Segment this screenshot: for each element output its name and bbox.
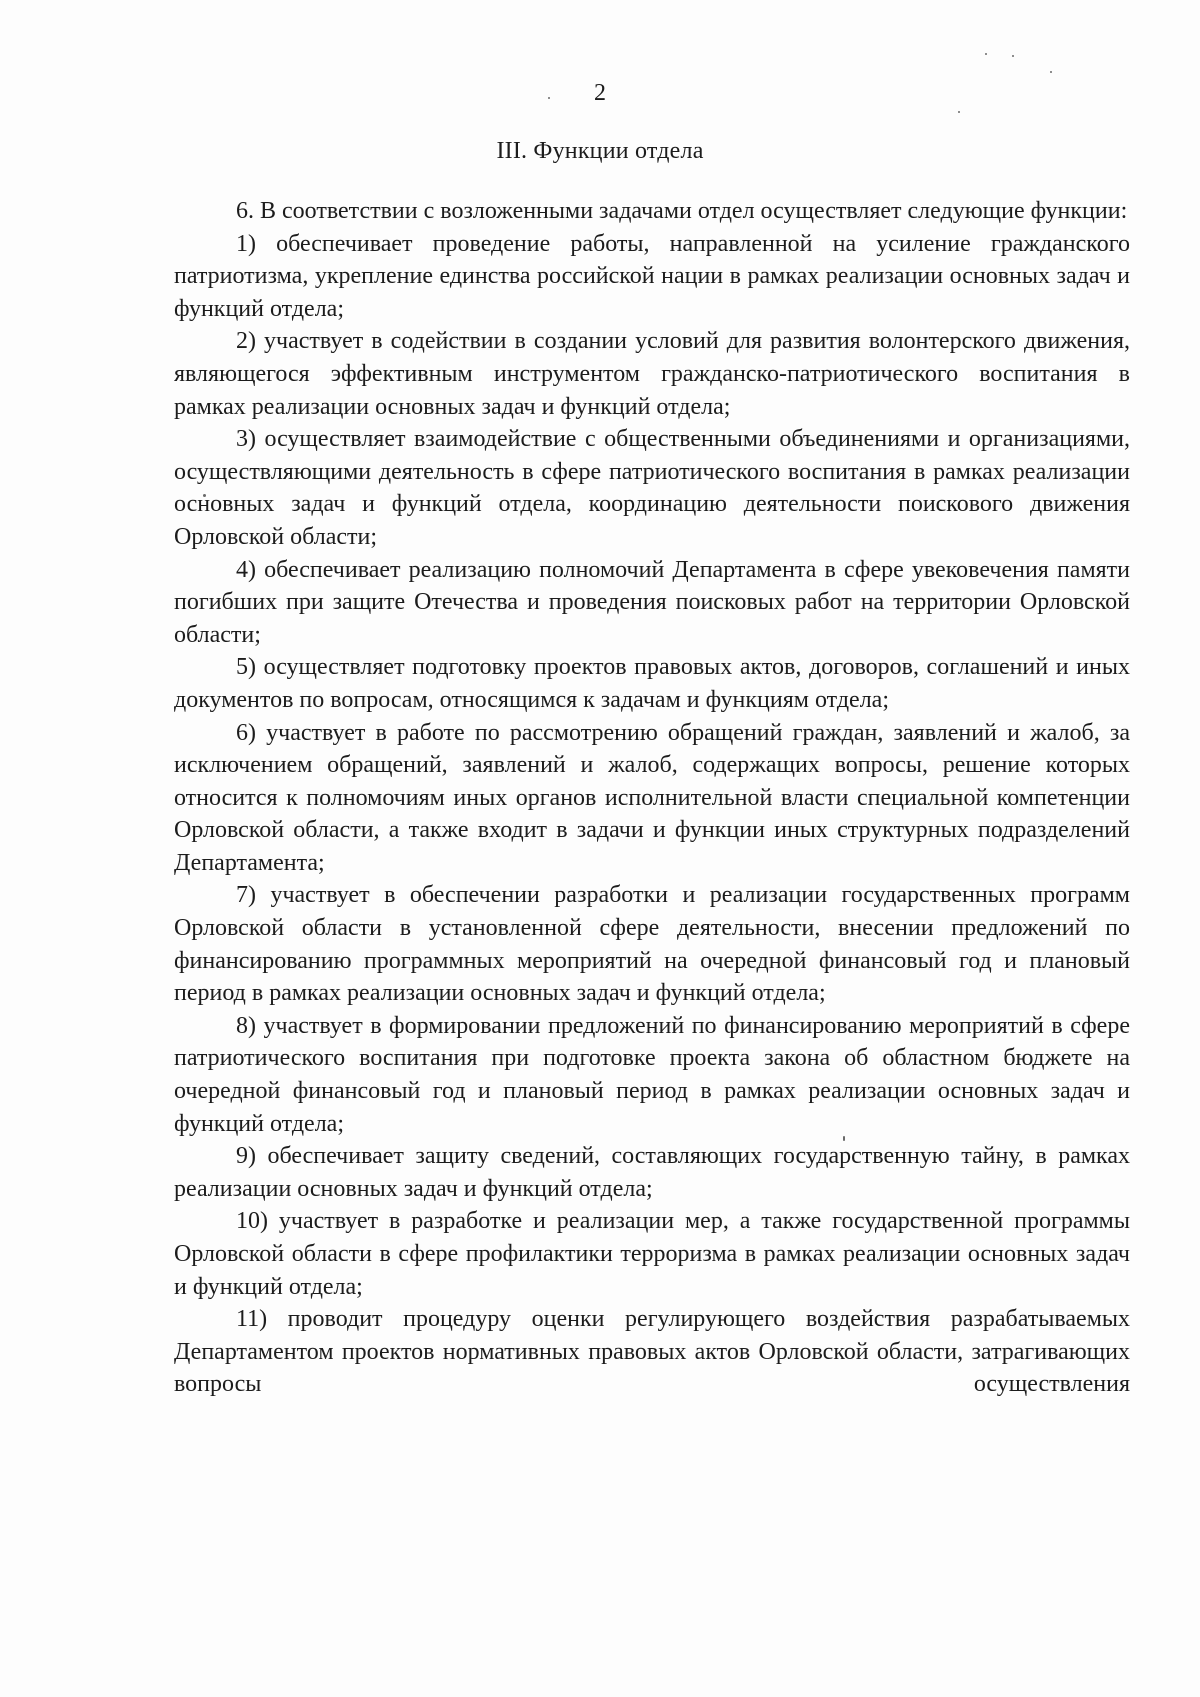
paragraph-item-10: 10) участвует в разработке и реализации мер, а также государственной программы Орловской области в сфере профилактики терроризма в рамках реализации основных задач и функций отдела;: [174, 1208, 1130, 1300]
scan-speck: [1050, 71, 1052, 73]
paragraph-item-5: 5) осуществляет подготовку проектов правовых актов, договоров, соглашений и иных документов по вопросам, относящимся к задачам и функциям отдела;: [174, 654, 1130, 713]
paragraph-item-3: 3) осуществляет взаимодействие с общественными объединениями и организациями, осуществляющими деятельность в сфере патриотического воспитания в рамках реализации основных задач и функций отдела, координацию деятельности поискового движения Орловской области;: [174, 426, 1130, 550]
paragraph-item-9: 9) обеспечивает защиту сведений, составляющих государственную тайну, в рамках реализации основных задач и функций отдела;: [174, 1143, 1130, 1202]
paragraph-item-7: 7) участвует в обеспечении разработки и реализации государственных программ Орловской области в установленной сфере деятельности, внесении предложений по финансированию программных мероприятий на очередной финансовый год и плановый период в рамках реализации основных задач и функций отдела;: [174, 882, 1130, 1007]
page-number: 2: [594, 80, 606, 106]
paragraph-item-1: 1) обеспечивает проведение работы, направленной на усиление гражданского патриотизма, укрепление единства российской нации в рамках реализации основных задач и функций отдела;: [174, 230, 1130, 322]
paragraph-6-intro: 6. В соответствии с возложенными задачами отдел осуществляет следующие функции:: [236, 198, 1128, 224]
paragraph-item-2: 2) участвует в содействии в создании условий для развития волонтерского движения, являющегося эффективным инструментом гражданско-патриотического воспитания в рамках реализации основных задач и функций отдела;: [174, 328, 1130, 420]
section-title: III. Функции отдела: [496, 138, 704, 164]
scan-speck: [958, 111, 960, 113]
paragraph-item-8: 8) участвует в формировании предложений по финансированию мероприятий в сфере патриотического воспитания при подготовке проекта закона об областном бюджете на очередной финансовый год и плановый период в рамках реализации основных задач и функций отдела;: [174, 1012, 1130, 1137]
paragraph-item-11: 11) проводит процедуру оценки регулирующего воздействия разрабатываемых Департаментом проектов нормативных правовых актов Орловской области, затрагивающих вопросы осуществления: [174, 1306, 1130, 1398]
document-body: [174, 195, 1130, 1401]
paragraph-item-4: 4) обеспечивает реализацию полномочий Департамента в сфере увековечения памяти погибших при защите Отечества и проведения поисковых работ на территории Орловской области;: [174, 556, 1130, 648]
paragraph-item-6: 6) участвует в работе по рассмотрению обращений граждан, заявлений и жалоб, за исключением обращений, заявлений и жалоб, содержащих вопросы, решение которых относится к полномочиям иных органов исполнительной власти специальной компетенции Орловской области, а также входит в задачи и функции иных структурных подразделений Департамента;: [174, 719, 1130, 876]
scan-speck: [985, 53, 987, 55]
scan-speck: [1012, 55, 1014, 57]
